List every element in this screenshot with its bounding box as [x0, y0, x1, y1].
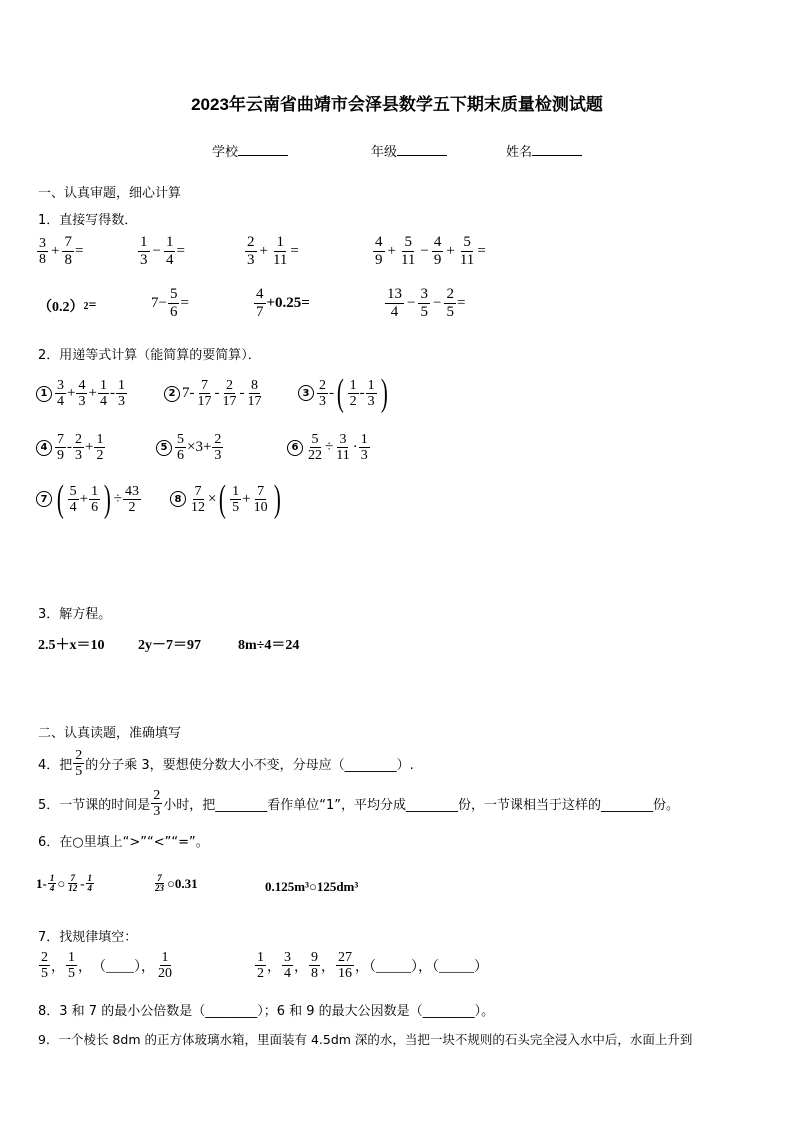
fraction: $\frac{13}{4}$ — [387, 286, 402, 320]
fraction: $\frac{1}{2}$ — [257, 950, 264, 981]
q7-label: 7．找规律填空： — [38, 930, 138, 945]
right-paren: ) — [380, 372, 388, 414]
fraction: $\frac{3}{4}$ — [284, 950, 291, 981]
item-number: 8 — [170, 491, 186, 507]
q1-expr-3: $\frac{2}{3}$ + $\frac{1}{11}$ = — [247, 234, 299, 268]
blank[interactable]: ，（_____），（_____） — [355, 959, 488, 975]
fraction: $\frac{3}{11}$ — [336, 432, 350, 463]
grade-field[interactable] — [371, 141, 447, 160]
fraction: $\frac{7}{12}$ — [68, 873, 78, 893]
equation-3: 8m÷4＝24 — [238, 638, 300, 653]
fraction: $\frac{7}{8}$ — [64, 234, 72, 268]
fraction: $\frac{8}{17}$ — [247, 378, 262, 409]
name-blank[interactable] — [532, 155, 582, 156]
fraction: $\frac{2}{5}$ — [446, 286, 454, 320]
q2-item-6: 6 $\frac{5}{22}$ ÷ $\frac{3}{11}$ · $\frac{1}{3}$ — [287, 432, 371, 463]
grade-blank[interactable] — [397, 155, 447, 156]
left-paren: ( — [219, 478, 227, 520]
fraction: $\frac{2}{3}$ — [319, 377, 326, 409]
fraction: $\frac{7}{10}$ — [253, 483, 268, 515]
right-paren: ) — [273, 478, 281, 520]
q5: 5．一节课的时间是 $\frac{2}{3}$ 小时，把________看作单位“1”，平均分成________份，一节课相当于这样的________份。 — [38, 788, 680, 819]
fraction: $\frac{27}{16}$ — [338, 950, 352, 981]
left-paren: ( — [56, 478, 64, 520]
fraction: $\frac{43}{2}$ — [125, 483, 140, 515]
q2-item-7: 7 ( $\frac{5}{4}$ + $\frac{1}{6}$ ) ÷ $\frac{43}{2}$ — [36, 480, 142, 518]
fraction: $\frac{1}{20}$ — [158, 950, 172, 981]
fraction: $\frac{1}{5}$ — [68, 950, 75, 981]
name-label: 姓名 — [506, 145, 533, 160]
name-field[interactable] — [506, 141, 582, 160]
school-label: 学校 — [212, 145, 239, 160]
q6-compare-3: 0.125m³○125dm³ — [265, 879, 359, 894]
q9: 9．一个棱长 8dm 的正方体玻璃水箱，里面装有 4.5dm 深的水，当把一块不规则的石头完全浸入水中后，水面上升到 — [38, 1032, 693, 1047]
fraction: $\frac{5}{11}$ — [459, 234, 475, 268]
section-1-heading: 一、认真审题，细心计算 — [38, 186, 182, 201]
q2-item-3: 3 $\frac{2}{3}$ - ( $\frac{1}{2}$ - $\frac{1}{3}$ ) — [298, 374, 390, 412]
item-number: 3 — [298, 385, 314, 401]
fraction: $\frac{7}{9}$ — [57, 432, 64, 463]
q3-label: 3．解方程。 — [38, 607, 112, 622]
q2-label: 2．用递等式计算（能简算的要简算）． — [38, 348, 261, 363]
fraction: $\frac{1}{6}$ — [91, 483, 99, 515]
left-paren: ( — [336, 372, 344, 414]
q7-sequence-1: $\frac{2}{5}$ ， $\frac{1}{5}$ ， （____）， $\frac{1}{20}$ — [41, 950, 172, 981]
fraction: $\frac{7}{17}$ — [197, 378, 212, 409]
q4: 4．把 $\frac{2}{5}$ 的分子乘 3，要想使分数大小不变，分母应（________）. — [38, 748, 414, 779]
fraction: $\frac{1}{4}$ — [99, 378, 107, 409]
q6-compare-1: 1- $\frac{1}{4}$ ○ $\frac{7}{12}$ - $\frac{1}{4}$ — [36, 873, 93, 893]
fraction: $\frac{1}{3}$ — [367, 377, 375, 409]
q2-item-5: 5 $\frac{5}{6}$ ×3+ $\frac{2}{3}$ — [156, 432, 224, 463]
fraction: $\frac{7}{12}$ — [191, 483, 205, 515]
fraction: $\frac{1}{3}$ — [117, 378, 125, 409]
fraction: $\frac{1}{5}$ — [232, 483, 240, 515]
q8: 8．3 和 7 的最小公倍数是（________）；6 和 9 的最大公因数是（________）。 — [38, 1004, 495, 1019]
q1-expr-2: $\frac{1}{3}$ − $\frac{1}{4}$ = — [140, 234, 185, 268]
fraction: $\frac{1}{4}$ — [49, 873, 55, 893]
fraction: $\frac{5}{22}$ — [308, 432, 322, 463]
page-title: 2023年云南省曲靖市会泽县数学五下期末质量检测试题 — [191, 95, 603, 114]
q1-expr-1: $\frac{3}{8}$ + $\frac{7}{8}$ = — [39, 234, 84, 268]
q2-item-1: 1 $\frac{3}{4}$ + $\frac{4}{3}$ + $\frac{1}{4}$ - $\frac{1}{3}$ — [36, 378, 128, 409]
q1-label: 1．直接写得数． — [38, 213, 138, 228]
item-number: 6 — [287, 440, 303, 456]
item-number: 7 — [36, 491, 52, 507]
fraction: $\frac{1}{4}$ — [165, 234, 174, 268]
fraction: $\frac{1}{2}$ — [96, 432, 104, 463]
item-number: 1 — [36, 386, 52, 402]
fraction: $\frac{7}{23}$ — [155, 873, 164, 893]
item-number: 5 — [156, 440, 172, 456]
fraction: $\frac{1}{4}$ — [87, 873, 93, 893]
q1-expr-7: $\frac{4}{7}$ +0.25= — [256, 286, 310, 320]
item-number: 2 — [164, 386, 180, 402]
q6-compare-2: $\frac{7}{23}$ ○0.31 — [155, 873, 198, 893]
fraction: $\frac{9}{8}$ — [311, 950, 318, 981]
equation-2: 2y－7＝97 — [138, 638, 201, 653]
q1-expr-4: $\frac{4}{9}$ + $\frac{5}{11}$ − $\frac{4}{9}$ + $\frac{5}{11}$ = — [375, 234, 486, 268]
fraction: $\frac{2}{17}$ — [222, 378, 237, 409]
item-number: 4 — [36, 440, 52, 456]
right-paren: ) — [103, 478, 111, 520]
fraction: $\frac{1}{3}$ — [360, 432, 368, 463]
q2-item-2: 2 7- $\frac{7}{17}$ - $\frac{2}{17}$ - $\frac{8}{17}$ — [164, 378, 265, 409]
fraction: $\frac{1}{3}$ — [140, 234, 148, 268]
fraction: $\frac{5}{11}$ — [400, 234, 416, 268]
fraction: $\frac{5}{6}$ — [177, 432, 184, 463]
blank[interactable]: （____）， — [92, 959, 155, 975]
q2-item-4: 4 $\frac{7}{9}$ - $\frac{2}{3}$ + $\frac{1}{2}$ — [36, 432, 106, 463]
fraction: $\frac{1}{2}$ — [349, 377, 357, 409]
fraction: $\frac{3}{4}$ — [57, 378, 64, 409]
fraction: $\frac{4}{3}$ — [78, 378, 86, 409]
fraction: $\frac{2}{3}$ — [75, 432, 82, 463]
q2-item-8: 8 $\frac{7}{12}$ × ( $\frac{1}{5}$ + $\frac{7}{10}$ ) — [170, 480, 283, 518]
fraction: $\frac{4}{7}$ — [256, 286, 264, 320]
fraction: $\frac{2}{3}$ — [247, 234, 255, 268]
fraction: $\frac{2}{5}$ — [75, 748, 83, 779]
q1-expr-6: 7− $\frac{5}{6}$ = — [151, 286, 189, 320]
fraction: $\frac{4}{9}$ — [433, 234, 442, 268]
section-2-heading: 二、认真读题，准确填写 — [38, 726, 182, 741]
equation-1: 2.5＋x＝10 — [38, 638, 105, 653]
fraction: $\frac{2}{3}$ — [214, 432, 222, 463]
school-blank[interactable] — [238, 155, 288, 156]
q6-label: 6．在○里填上“>”“<”“=”。 — [38, 835, 209, 850]
school-field[interactable] — [212, 141, 288, 160]
q1-expr-8: $\frac{13}{4}$ − $\frac{3}{5}$ − $\frac{2}{5}$ = — [387, 286, 466, 320]
fraction: $\frac{2}{3}$ — [153, 788, 161, 819]
q7-sequence-2: $\frac{1}{2}$ ， $\frac{3}{4}$ ， $\frac{9}{8}$ ， $\frac{27}{16}$ ，（_____），（_____） — [257, 950, 488, 981]
fraction: $\frac{2}{5}$ — [41, 950, 48, 981]
fraction: $\frac{1}{11}$ — [272, 234, 288, 268]
fraction: $\frac{5}{4}$ — [69, 483, 77, 515]
q1-expr-5: （0.2） 2 = — [38, 298, 97, 315]
fraction: $\frac{3}{8}$ — [39, 236, 46, 267]
fraction: $\frac{3}{5}$ — [420, 286, 428, 320]
grade-label: 年级 — [371, 145, 398, 160]
fraction: $\frac{4}{9}$ — [375, 234, 383, 268]
fraction: $\frac{5}{6}$ — [169, 286, 178, 320]
